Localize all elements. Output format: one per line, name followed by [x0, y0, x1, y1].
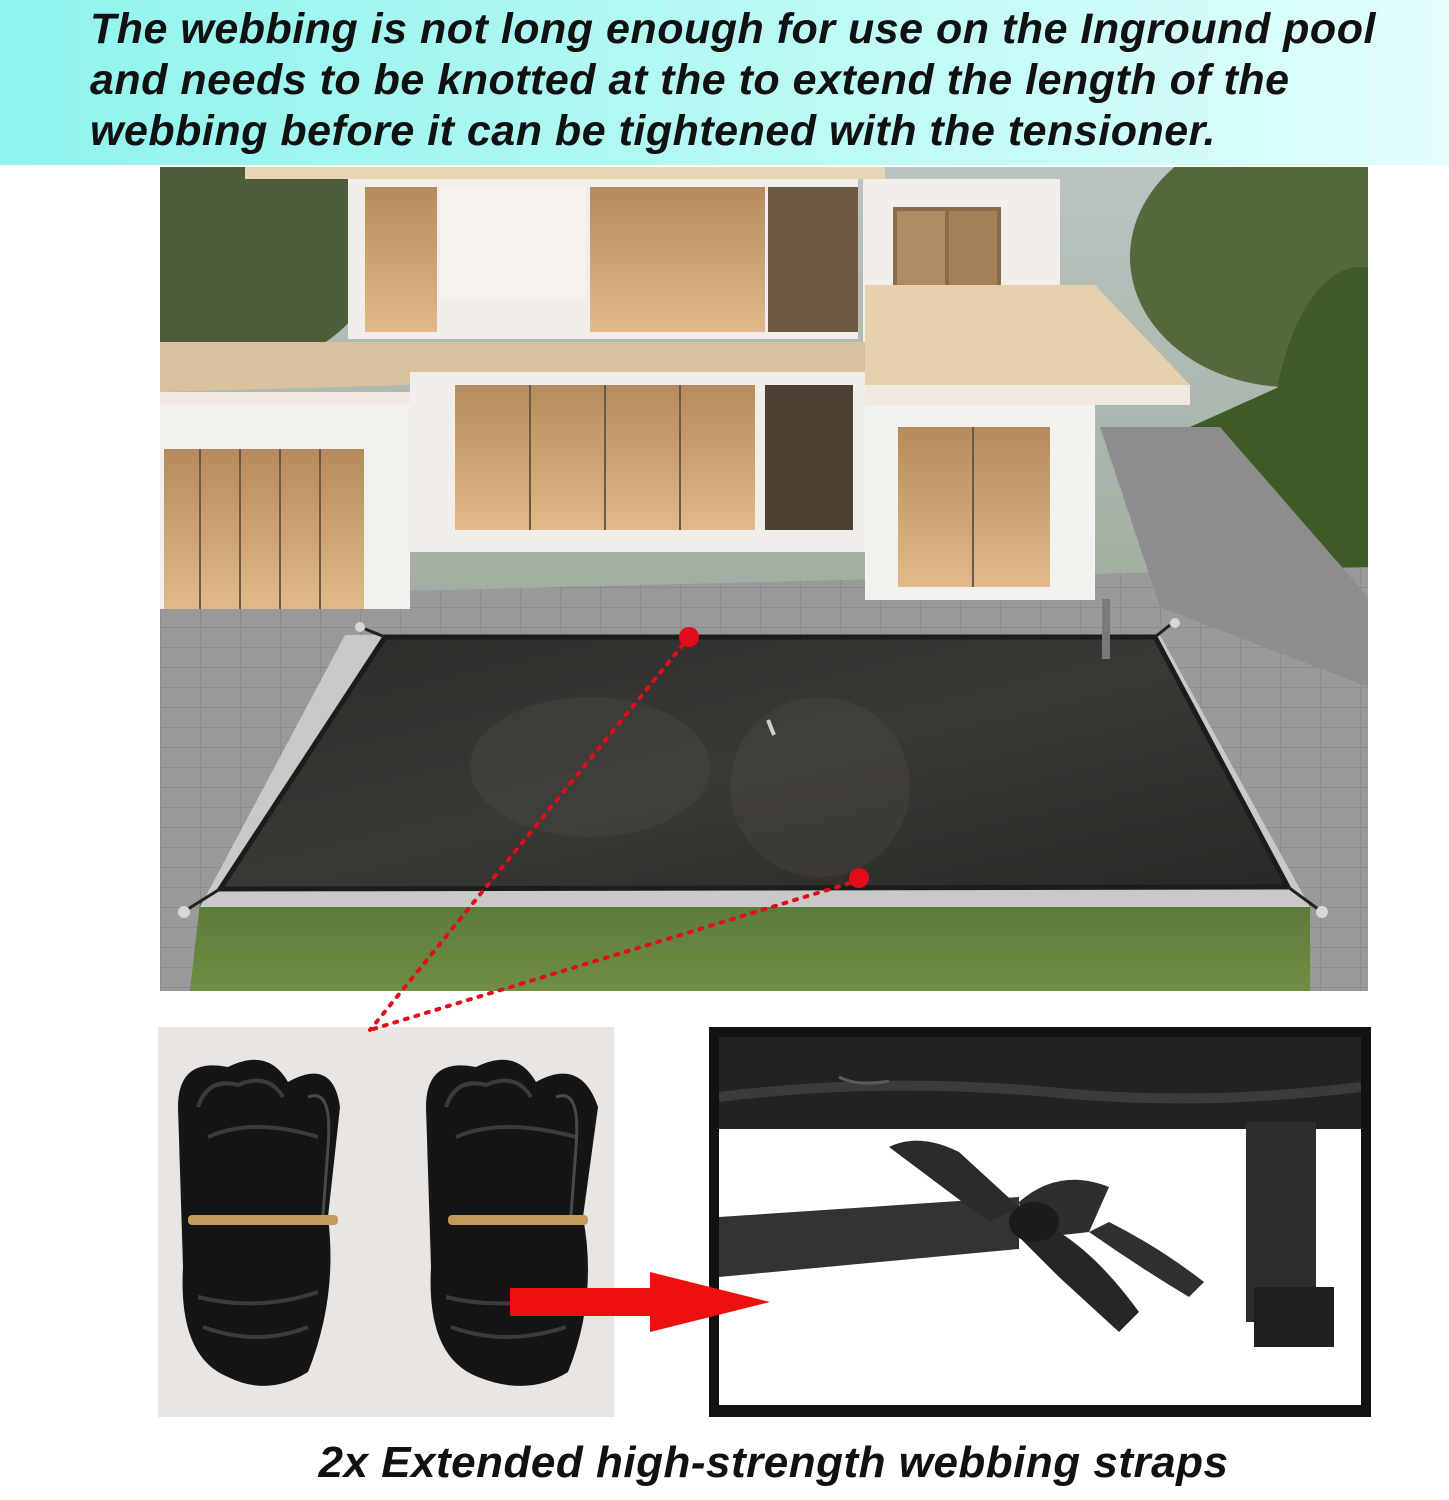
house-pool-scene — [160, 167, 1368, 991]
knotted-webbing-inner — [719, 1037, 1361, 1405]
strap-coil-left — [178, 1060, 340, 1386]
knotted-webbing-icon — [719, 1037, 1361, 1405]
knotted-webbing-photo — [709, 1027, 1371, 1417]
strap-coil-right — [426, 1060, 598, 1386]
coiled-webbing-straps-icon — [158, 1027, 614, 1417]
header-banner — [0, 0, 1449, 165]
house-pool-illustration — [160, 167, 1368, 991]
caption: 2x Extended high-strength webbing straps — [318, 1438, 1229, 1487]
coiled-straps-photo — [158, 1027, 614, 1417]
banner-text: The webbing is not long enough for use on the Inground pool and needs to be knotted at the to extend the length of the webbing before it can be tightened with the tensioner. — [90, 5, 1376, 155]
